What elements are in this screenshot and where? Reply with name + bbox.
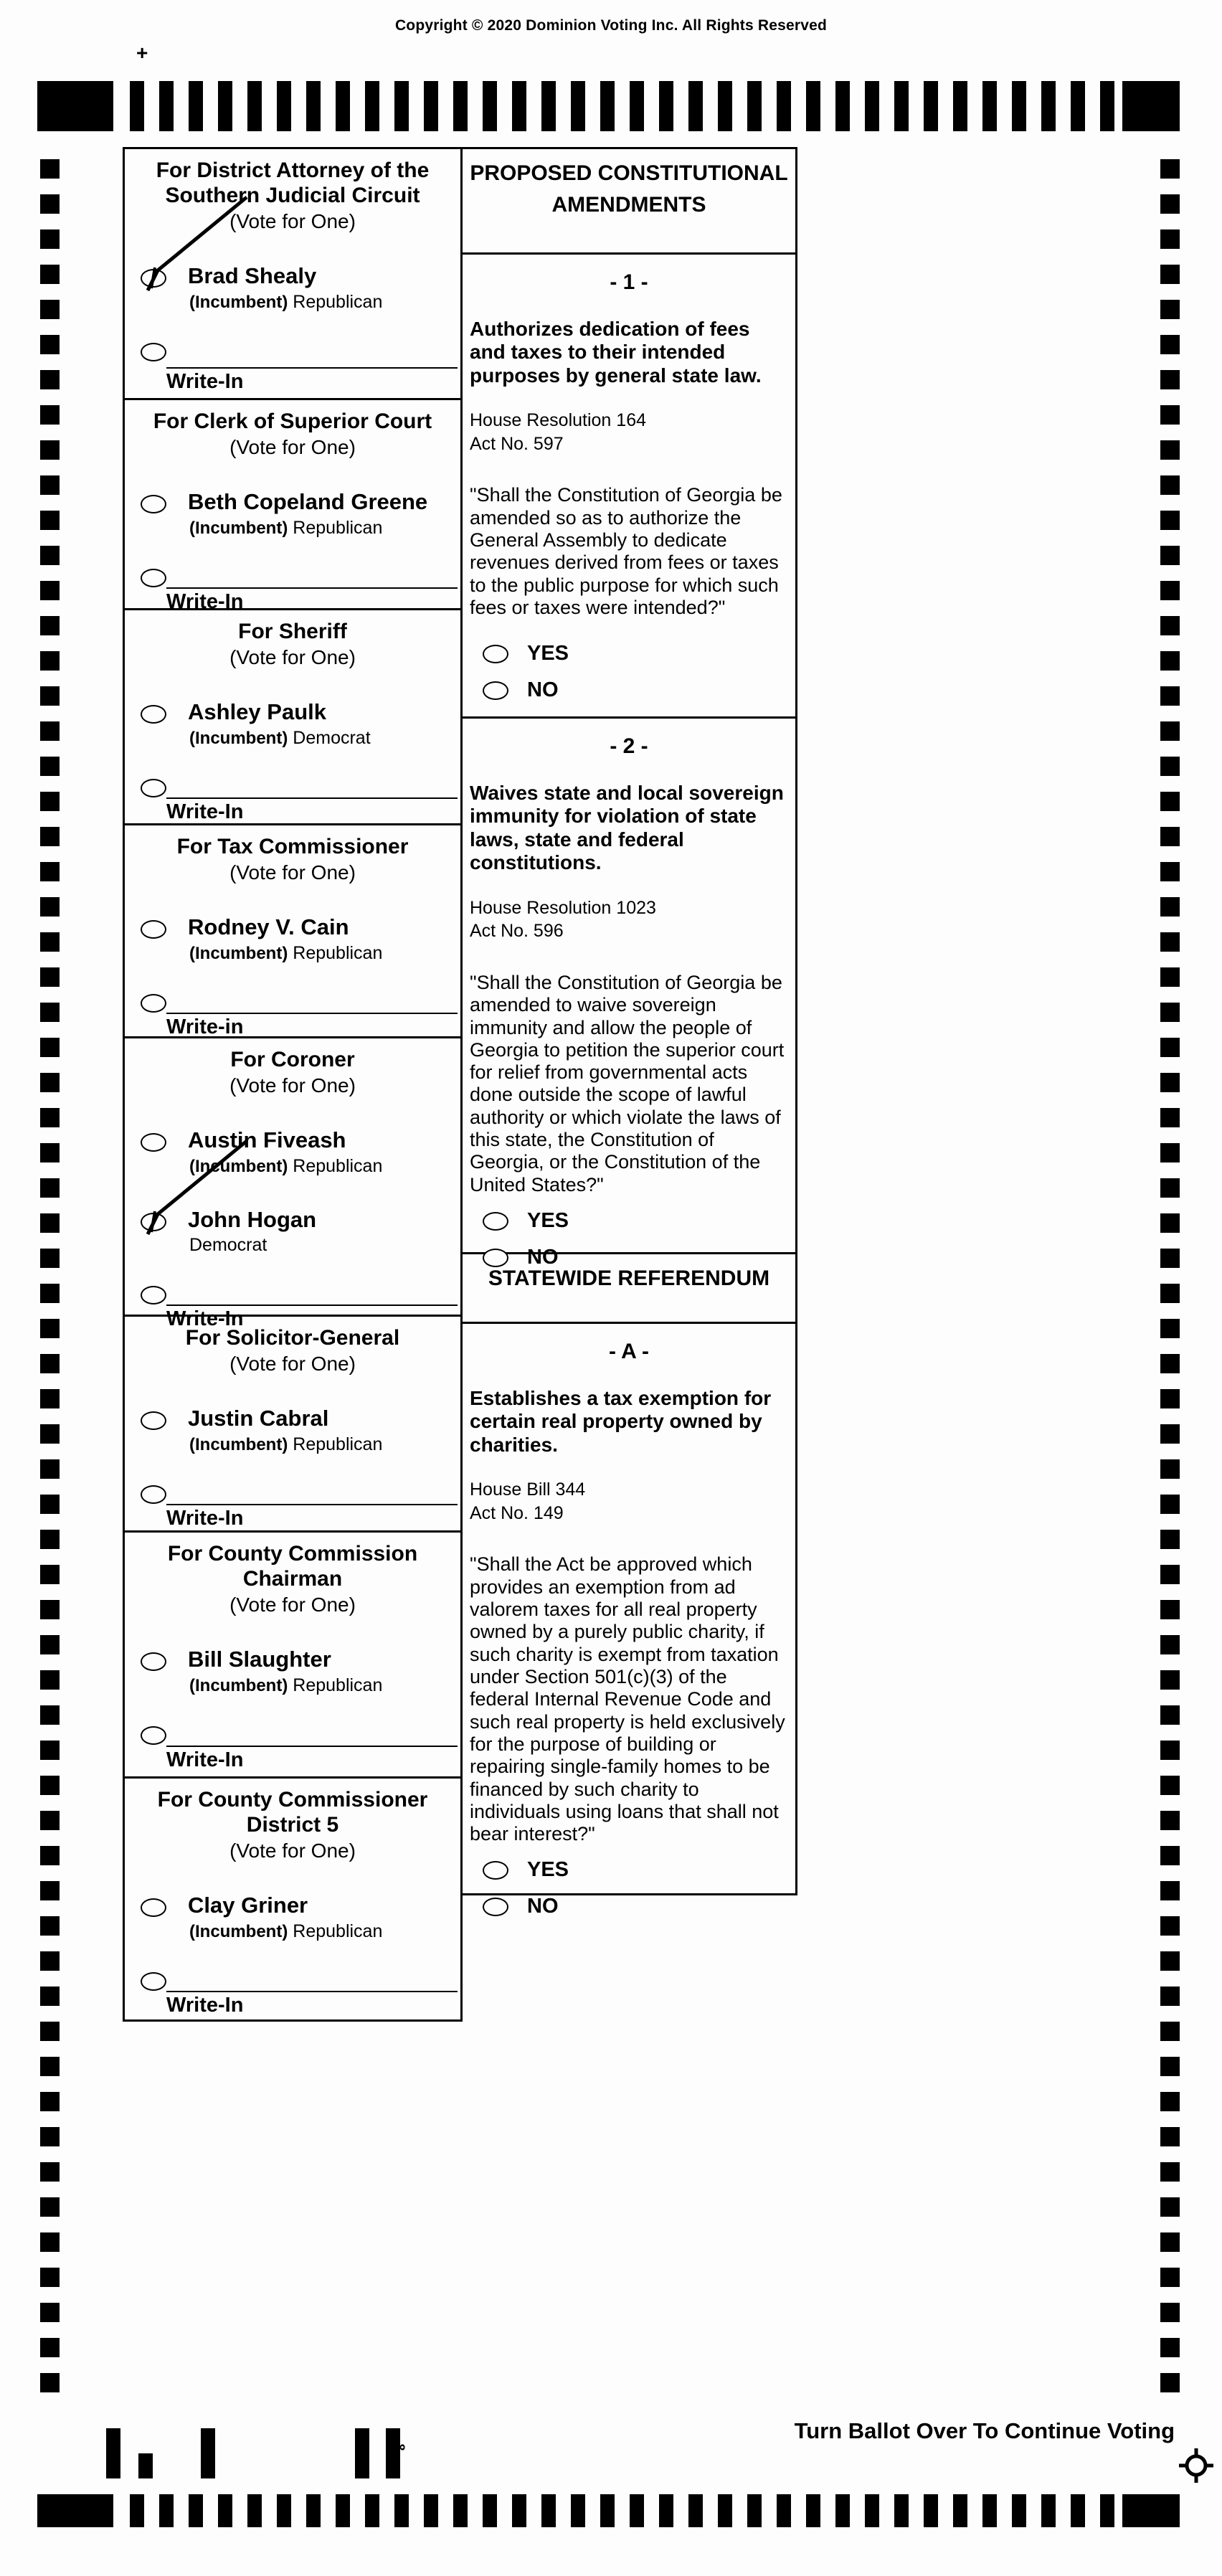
bottom-timing-marks (37, 2494, 1180, 2527)
write-in-label: Write-In (166, 1748, 244, 1771)
vote-for-one-instruction: (Vote for One) (229, 861, 356, 884)
measure-summary: Establishes a tax exemption for certain real property owned by charities. (470, 1387, 772, 1456)
candidate-party: (Incumbent) Republican (189, 1921, 383, 1941)
candidate-name: John Hogan (188, 1206, 317, 1232)
write-in-oval[interactable] (141, 343, 166, 361)
vote-oval[interactable] (141, 705, 166, 724)
yes-oval[interactable] (483, 1212, 508, 1231)
contest-district-attorney (123, 147, 463, 400)
right-timing-marks (1160, 159, 1180, 2407)
write-in-oval-row (125, 1726, 460, 1745)
candidate-row (125, 1894, 460, 1942)
write-in-block (125, 1013, 460, 1041)
measure-reference: House Resolution 1023 Act No. 596 (470, 897, 656, 942)
contest-title: For Solicitor-General (185, 1326, 400, 1350)
candidate-row (125, 1648, 460, 1696)
candidate-party: (Incumbent) Republican (189, 1434, 383, 1454)
yes-option (470, 642, 788, 666)
candidate-row (125, 1208, 460, 1256)
measures-column (460, 147, 797, 1918)
left-timing-marks (40, 159, 60, 2407)
write-in-oval-row (125, 343, 460, 361)
write-in-label: Write-In (166, 589, 244, 613)
write-in-line[interactable] (166, 367, 458, 369)
candidate-info (174, 1129, 382, 1177)
yes-oval[interactable] (483, 1861, 508, 1880)
contest-title: For County Commissioner District 5 (157, 1788, 428, 1837)
no-oval[interactable] (483, 681, 508, 700)
measure-reference: House Resolution 164 Act No. 597 (470, 410, 646, 454)
vote-oval-target[interactable] (141, 920, 174, 964)
measure-number: - 1 - (610, 270, 648, 294)
no-label: NO (527, 1895, 559, 1918)
candidate-name: Beth Copeland Greene (188, 489, 428, 515)
ballot-id-bar (106, 2428, 120, 2478)
write-in-oval-row (125, 1485, 460, 1504)
candidate-name: Rodney V. Cain (188, 914, 349, 940)
referendum-header-text: STATEWIDE REFERENDUM (488, 1266, 770, 1290)
timing-bars (130, 2494, 1117, 2527)
write-in-line[interactable] (166, 797, 458, 799)
measure-number: - A - (608, 1340, 650, 1363)
vote-oval-target[interactable] (141, 269, 174, 313)
measure-number: - 2 - (610, 734, 648, 758)
measure-summary: Waives state and local sovereign immunity for violation of state laws, state and federal constitutions. (470, 782, 784, 874)
write-in-block (125, 797, 460, 825)
write-in-oval[interactable] (141, 779, 166, 797)
write-in-oval-row (125, 569, 460, 587)
amendments-header (460, 147, 797, 255)
vote-for-one-instruction: (Vote for One) (229, 1839, 356, 1862)
registration-crosshair-icon (1178, 2447, 1215, 2484)
timing-block-left (37, 81, 113, 131)
write-in-oval[interactable] (141, 1286, 166, 1304)
vote-oval[interactable] (141, 1652, 166, 1671)
write-in-oval[interactable] (141, 1726, 166, 1745)
write-in-label: Write-In (166, 370, 244, 393)
copyright-line: Copyright © 2020 Dominion Voting Inc. All Rights Reserved (394, 17, 828, 34)
contest-clerk-superior-court (123, 398, 463, 613)
write-in-oval[interactable] (141, 1972, 166, 1991)
vote-for-one-instruction: (Vote for One) (229, 646, 356, 669)
measure-summary: Authorizes dedication of fees and taxes to their intended purposes by general state law. (470, 318, 762, 387)
candidate-info (174, 701, 371, 749)
write-in-oval-row (125, 1286, 460, 1304)
candidate-info (174, 1208, 316, 1256)
write-in-oval-row (125, 1972, 460, 1991)
referendum-header (460, 1252, 797, 1324)
no-option (470, 1895, 788, 1918)
yes-label: YES (527, 642, 569, 665)
ballot-columns (123, 147, 797, 2022)
timing-block-left (37, 2494, 113, 2527)
write-in-block (125, 367, 460, 395)
vote-oval-target[interactable] (141, 1411, 174, 1455)
candidate-info (174, 1648, 382, 1696)
vote-for-one-instruction: (Vote for One) (229, 210, 356, 233)
contest-title: For District Attorney of the Southern Judicial Circuit (156, 158, 430, 208)
candidate-info (174, 916, 382, 964)
yes-label: YES (527, 1209, 569, 1232)
vote-oval-target[interactable] (141, 705, 174, 749)
write-in-oval-row (125, 994, 460, 1013)
contest-solicitor-general (123, 1315, 463, 1533)
sheet-number-mark: 8 (392, 2443, 407, 2451)
turn-ballot-over-text: Turn Ballot Over To Continue Voting (794, 2418, 1175, 2443)
write-in-line[interactable] (166, 1746, 458, 1747)
vote-oval[interactable] (141, 269, 166, 288)
yes-option (470, 1209, 788, 1233)
no-label: NO (527, 678, 559, 701)
measure-options (470, 629, 788, 706)
candidate-row (125, 265, 460, 313)
top-timing-marks (37, 81, 1180, 131)
candidate-party: Democrat (189, 1235, 267, 1256)
vote-oval[interactable] (141, 1411, 166, 1430)
candidate-name: Brad Shealy (188, 263, 317, 289)
write-in-oval[interactable] (141, 994, 166, 1013)
contest-column (123, 147, 463, 2022)
candidate-party: (Incumbent) Republican (189, 291, 383, 312)
write-in-label: Write-In (166, 800, 244, 823)
vote-oval[interactable] (141, 1898, 166, 1917)
candidate-info (174, 1407, 382, 1455)
amendments-header-text: PROPOSED CONSTITUTIONAL AMENDMENTS (470, 161, 788, 217)
candidate-row (125, 491, 460, 539)
candidate-info (174, 491, 427, 539)
write-in-line[interactable] (166, 587, 458, 589)
write-in-line[interactable] (166, 1991, 458, 1992)
ballot-id-bar (201, 2428, 215, 2478)
write-in-line[interactable] (166, 1304, 458, 1306)
ballot-id-bar (138, 2453, 153, 2478)
candidate-row (125, 701, 460, 749)
vote-oval[interactable] (141, 920, 166, 939)
yes-label: YES (527, 1858, 569, 1882)
candidate-row (125, 1407, 460, 1455)
candidate-party: (Incumbent) Republican (189, 1675, 383, 1695)
candidate-name: Ashley Paulk (188, 699, 326, 725)
write-in-label: Write-In (166, 1307, 244, 1331)
contest-tax-commissioner (123, 823, 463, 1038)
candidate-row (125, 916, 460, 964)
write-in-block (125, 1991, 460, 2019)
ballot-id-bar (386, 2428, 400, 2478)
vote-for-one-instruction: (Vote for One) (229, 1353, 356, 1375)
contest-title: For County Commission Chairman (167, 1542, 418, 1591)
contest-title: For Sheriff (238, 620, 347, 643)
vote-oval-target[interactable] (141, 1213, 174, 1256)
contest-title: For Coroner (230, 1048, 355, 1071)
no-option (470, 678, 788, 702)
no-label: NO (527, 1246, 559, 1269)
contest-county-commissioner-district-5 (123, 1776, 463, 2022)
write-in-block (125, 1504, 460, 1532)
timing-block-right (1122, 81, 1180, 131)
yes-option (470, 1858, 788, 1882)
vote-oval-target[interactable] (141, 1898, 174, 1942)
write-in-block (125, 587, 460, 615)
candidate-name: Bill Slaughter (188, 1647, 331, 1672)
measure-options (470, 1845, 788, 1923)
contest-sheriff (123, 608, 463, 825)
vote-for-one-instruction: (Vote for One) (229, 1594, 356, 1616)
amendment-1 (460, 252, 797, 719)
candidate-party: (Incumbent) Republican (189, 942, 383, 963)
contest-title: For Clerk of Superior Court (153, 409, 432, 433)
vote-oval-target[interactable] (141, 1652, 174, 1696)
measure-options (470, 1196, 788, 1274)
vote-oval[interactable] (141, 495, 166, 513)
write-in-line[interactable] (166, 1013, 458, 1014)
registration-plus-mark: + (136, 42, 148, 64)
candidate-party: (Incumbent) Republican (189, 1155, 383, 1176)
write-in-oval[interactable] (141, 1485, 166, 1504)
amendment-2 (460, 716, 797, 1269)
candidate-row (125, 1129, 460, 1177)
candidate-party: (Incumbent) Democrat (189, 727, 371, 748)
write-in-oval-row (125, 779, 460, 797)
vote-oval-target[interactable] (141, 1133, 174, 1177)
write-in-label: Write-In (166, 1993, 244, 2017)
candidate-info (174, 1894, 382, 1942)
candidate-party: (Incumbent) Republican (189, 517, 383, 538)
referendum-a (460, 1322, 797, 1918)
timing-block-right (1122, 2494, 1180, 2527)
candidate-name: Justin Cabral (188, 1406, 329, 1431)
contest-county-commission-chairman (123, 1530, 463, 1779)
ballot-id-bar (355, 2428, 369, 2478)
write-in-label: Write-in (166, 1015, 244, 1038)
measure-question: "Shall the Constitution of Georgia be amended so as to authorize the General Assembly to dedicate revenues derived from fees or taxes to the public purpose for which such fees or taxes were intended?" (470, 484, 782, 618)
candidate-name: Austin Fiveash (188, 1127, 346, 1153)
timing-bars (130, 81, 1117, 131)
vote-oval[interactable] (141, 1133, 166, 1152)
vote-oval-target[interactable] (141, 495, 174, 539)
write-in-label: Write-In (166, 1506, 244, 1530)
measure-question: "Shall the Act be approved which provides an exemption from ad valorem taxes for all real property owned by a purely public charity, if such charity is exempt from taxation under Section 501(c)(3) of the federal Internal Revenue Code and such real property is held exclusively for the purpose of building or repairing single-family homes to be financed by such charity to individuals using loans that shall not bear interest?" (470, 1553, 785, 1845)
vote-oval[interactable] (141, 1213, 166, 1231)
no-oval[interactable] (483, 1898, 508, 1916)
write-in-oval[interactable] (141, 569, 166, 587)
vote-for-one-instruction: (Vote for One) (229, 1074, 356, 1097)
measure-reference: House Bill 344 Act No. 149 (470, 1479, 586, 1523)
yes-oval[interactable] (483, 645, 508, 663)
candidate-name: Clay Griner (188, 1893, 308, 1918)
contest-coroner (123, 1036, 463, 1331)
contest-title: For Tax Commissioner (176, 835, 409, 858)
vote-for-one-instruction: (Vote for One) (229, 436, 356, 459)
write-in-line[interactable] (166, 1504, 458, 1505)
candidate-info (174, 265, 382, 313)
write-in-block (125, 1746, 460, 1774)
measure-question: "Shall the Constitution of Georgia be amended to waive sovereign immunity and allow the people of Georgia to petition the superior court for relief from governmental acts done outside the scope of lawful authority or which violate the laws of this state, the Constitution of Georgia, or the Constitution of the United States?" (470, 971, 785, 1195)
